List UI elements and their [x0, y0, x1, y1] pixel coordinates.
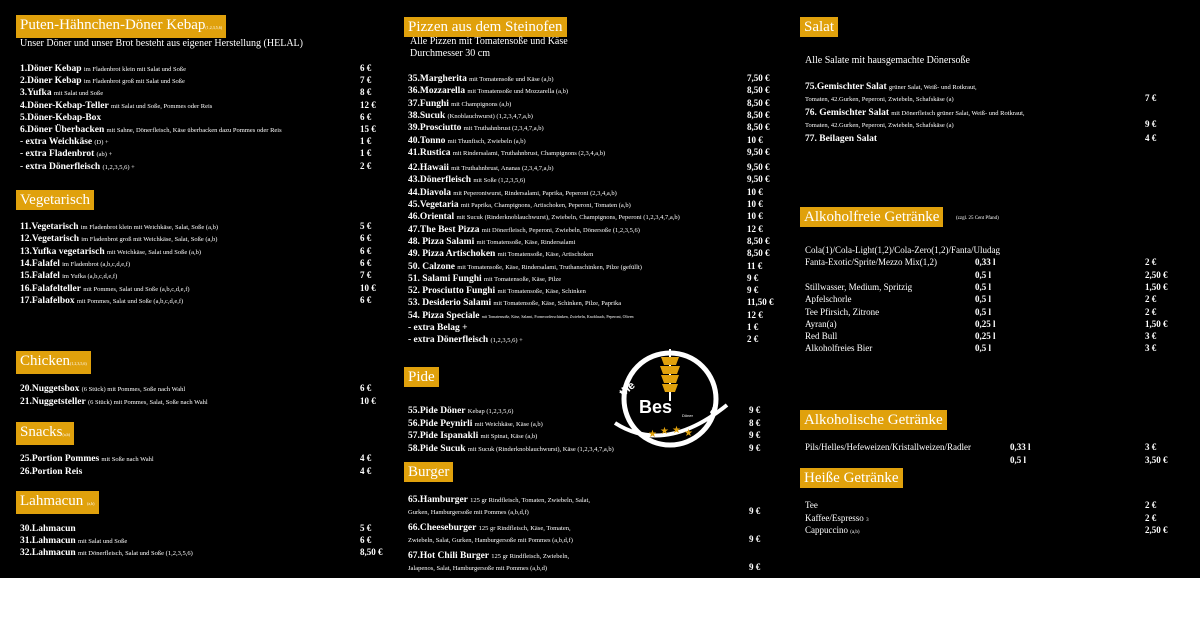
menu-item-description: mit Spinat, Käse (a,b) — [480, 433, 538, 440]
menu-item-description: mit Truthahnbrust (2,3,4,7,a,b) — [463, 125, 544, 133]
menu-item-price: 8,50 € — [747, 97, 770, 108]
section-title: Burger — [408, 464, 450, 480]
menu-item-description: (D) + — [94, 139, 109, 147]
menu-item-name: 1.Döner Kebap — [20, 64, 82, 74]
menu-item-description: mit Tomatensoße, Käse, Rindersalami — [476, 238, 576, 246]
menu-item-name: 32.Lahmacun — [20, 548, 76, 558]
menu-item-price: 9 € — [749, 534, 761, 544]
menu-item-description: mit Truthahnbrust, Ananas (2,3,4,7,a,b) — [451, 165, 554, 173]
menu-item-description: Tomaten, 42.Gurken, Peperoni, Zwiebeln, Schafskäse (a) — [805, 122, 954, 129]
drink-tag: (a,b) — [850, 530, 860, 535]
menu-item-price: 5 € — [360, 221, 372, 231]
menu-item-name: 4.Döner-Kebap-Teller — [20, 100, 109, 111]
menu-item-name: - extra Dönerfleisch — [20, 161, 101, 172]
menu-item-description: (Knoblauchwurst) (1,2,3,4,7,a,b) — [447, 112, 533, 120]
menu-item-name: 6.Döner Überbacken — [20, 125, 105, 135]
menu-item-description: mit Salat und Soße, Pommes oder Reis — [111, 102, 213, 110]
section-header-hot — [800, 468, 903, 488]
drink-size: 0,5 l — [975, 269, 992, 280]
drink-name: Red Bull — [805, 331, 838, 342]
menu-item-price: 12 € — [360, 99, 376, 110]
menu-item-name: 26.Portion Reis — [20, 466, 83, 477]
menu-item-price: 10 € — [747, 211, 763, 222]
section-title: Lahmacun — [20, 493, 84, 509]
menu-item-name: 35.Margherita — [408, 74, 467, 84]
menu-item-description-cont — [805, 92, 954, 106]
menu-item-description: im Fladenbrot (a,b,c,d,e,f) — [62, 260, 131, 268]
drink-name: Tee — [805, 500, 818, 510]
menu-item-name: 46.Oriental — [408, 212, 455, 223]
menu-item-name: 36.Mozzarella — [408, 86, 466, 97]
menu-item-name: 12.Vegetarisch — [20, 234, 80, 245]
salat-intro: Alle Salate mit hausgemachte Dönersoße — [805, 55, 970, 66]
menu-item-price: 8,50 € — [747, 248, 770, 259]
menu-item-description: mit Tomatensoße, Käse, Artischoken — [497, 251, 594, 259]
menu-item-price: 1 € — [747, 322, 759, 332]
menu-item-name: 51. Salami Funghi — [408, 273, 482, 284]
menu-item-name: 20.Nuggetsbox — [20, 384, 80, 394]
menu-item-price: 8,50 € — [747, 85, 770, 96]
menu-item-price: 6 € — [360, 257, 372, 268]
section-header-salat — [800, 17, 838, 37]
menu-item-price: 8,50 € — [360, 547, 383, 557]
menu-item-description: 125 gr Rindfleisch, Tomaten, Zwiebeln, Salat, — [470, 497, 590, 504]
menu-item-price: 9 € — [747, 272, 759, 283]
menu-item-price: 4 € — [360, 465, 372, 476]
drink-price: 2 € — [1145, 512, 1157, 523]
menu-item-name: 25.Portion Pommes — [20, 454, 100, 464]
menu-item-name: 16.Falafelteller — [20, 283, 81, 294]
menu-item-name: 75.Gemischter Salat — [805, 82, 887, 92]
menu-item — [20, 160, 135, 174]
menu-item — [408, 146, 605, 160]
drink-name: Pils/Helles/Hefeweizen/Kristallweizen/Radler — [805, 442, 971, 452]
menu-item-name: 21.Nuggetsteller — [20, 396, 86, 407]
menu-item-description: im Fladenbrot klein mit Weichkäse, Salat, Soße (a,b) — [80, 224, 219, 231]
menu-item-price: 9 € — [749, 405, 761, 415]
menu-item-name: 49. Pizza Artischoken — [408, 249, 496, 260]
menu-item-price: 5 € — [360, 523, 372, 533]
menu-item-price: 6 € — [360, 294, 372, 305]
menu-item-price: 9,50 € — [747, 174, 770, 185]
menu-item-description: mit Pommes, Salat und Soße (a,b,c,d,e,f) — [76, 297, 184, 305]
menu-item-price: 10 € — [360, 395, 376, 406]
drink-price: 1,50 € — [1145, 281, 1168, 292]
menu-item-description: im Fladenbrot klein mit Salat und Soße — [83, 66, 187, 73]
menu-item-price: 9 € — [749, 562, 761, 572]
menu-item-price: 1 € — [360, 136, 372, 147]
menu-item-description: mit Tomatensoße, Käse, Schinken — [497, 288, 586, 296]
section-title-tag: (a,b) — [87, 501, 95, 506]
menu-item-description: Kebap (1,2,3,5,6) — [467, 408, 514, 415]
menu-item-description: 125 gr Rindfleisch, Käse, Tomaten, — [478, 525, 571, 532]
menu-item-description: mit Tomatensoße, Käse, Schinken, Pilze, Paprika — [493, 300, 622, 308]
pizza-intro-1: Alle Pizzen mit Tomatensoße und Käse — [410, 36, 568, 47]
menu-item-description: 125 gr Rindfleisch, Zwiebeln, — [491, 553, 570, 560]
drink-price: 3 € — [1145, 343, 1157, 354]
section-title: Snacks — [20, 424, 63, 440]
menu-item-description: mit Soße nach Wahl — [101, 456, 154, 463]
menu-item-price: 9 € — [749, 430, 761, 440]
svg-text:★: ★ — [672, 425, 681, 436]
drink-size: 0,33 l — [975, 257, 996, 268]
section-title: Pizzen aus dem Steinofen — [408, 19, 563, 35]
menu-item-price: 6 € — [360, 63, 372, 73]
drink-price: 3,50 € — [1145, 454, 1168, 465]
drink-size: 0,25 l — [975, 331, 996, 342]
menu-item-price: 4 € — [1145, 133, 1157, 143]
menu-item-description: im Yufka (a,b,c,d,e,f) — [62, 273, 118, 281]
menu-item-price: 9 € — [749, 506, 761, 516]
menu-item-name: 41.Rustica — [408, 147, 451, 158]
menu-item-name: 30.Lahmacun — [20, 524, 76, 534]
section-title: Alkoholfreie Getränke — [804, 209, 940, 225]
menu-item-name: - extra Weichkäse — [20, 137, 93, 148]
menu-item-description: mit Thunfisch, Zwiebeln (a,b) — [447, 137, 526, 145]
drink-name: Apfelschorle — [805, 294, 852, 305]
menu-item-price: 8,50 € — [747, 109, 770, 120]
menu-item-name: 66.Cheeseburger — [408, 523, 477, 533]
section-header-vegetarisch — [16, 190, 94, 210]
section-title: Pide — [408, 369, 435, 385]
section-title-tag: (a,b) — [62, 432, 70, 437]
menu-item-description: (ab) + — [96, 151, 113, 159]
drink-name: Fanta-Exotic/Sprite/Mezzo Mix(1,2) — [805, 257, 937, 268]
drink-price: 2,50 € — [1145, 269, 1168, 280]
menu-item — [20, 546, 193, 560]
drink-price: 3 € — [1145, 442, 1157, 452]
menu-item-price: 6 € — [360, 535, 372, 545]
section-header-pizza — [404, 17, 567, 37]
drink-name: Stillwasser, Medium, Spritzig — [805, 281, 913, 292]
menu-item-description: mit Champignons (a,b) — [451, 100, 512, 108]
section-title: Salat — [804, 19, 834, 35]
menu-item-description: mit Sahne, Dönerfleisch, Käse überbacken dazu Pommes oder Reis — [106, 127, 282, 134]
drink-price: 2 € — [1145, 257, 1157, 268]
drink-size: 0,25 l — [975, 318, 996, 329]
menu-item-price: 2 € — [747, 334, 759, 345]
menu-item — [20, 395, 208, 409]
menu-item — [20, 294, 183, 308]
menu-item-description: mit Weichkäse, Käse (a,b) — [474, 420, 543, 428]
logo-text-t: t — [707, 404, 718, 417]
menu-item-description-cont — [408, 533, 573, 547]
menu-item-name: 52. Prosciutto Funghi — [408, 286, 496, 297]
drink-size: 0,5 l — [975, 294, 992, 305]
drink-size: 0,5 l — [975, 281, 992, 292]
menu-item-description: mit Tomatensoße und Mozzarella (a,b) — [467, 88, 569, 96]
section-title: Alkoholische Getränke — [804, 412, 943, 428]
menu-item-name: 55.Pide Döner — [408, 406, 466, 416]
section-title-tag: (1,2,3,5,6) — [205, 25, 223, 30]
menu-item-description-cont — [408, 505, 529, 519]
section-header-pide — [404, 367, 439, 387]
menu-item-description: mit Weichkäse, Salat und Soße (a,b) — [106, 248, 202, 256]
menu-item-name: 56.Pide Peynirli — [408, 418, 473, 429]
menu-item-price: 9,50 € — [747, 146, 770, 157]
menu-item-description: mit Sucuk (Rinderknoblauchwurst), Käse (1,2,3,4,7,a,b) — [467, 445, 614, 453]
svg-text:★: ★ — [684, 428, 693, 439]
section-title: Chicken — [20, 353, 70, 369]
menu-item-name: 43.Dönerfleisch — [408, 175, 472, 186]
menu-item-name: 11.Vegetarisch — [20, 222, 79, 232]
drink-price: 1,50 € — [1145, 318, 1168, 329]
menu-item-description: mit Soße (1,2,3,5,6) — [473, 177, 526, 185]
menu-item-price: 8 € — [749, 417, 761, 428]
menu-item-name: 42.Hawaii — [408, 163, 449, 174]
menu-item-name: 54. Pizza Speciale — [408, 310, 480, 321]
menu-item-name: 48. Pizza Salami — [408, 236, 475, 247]
menu-item-name: - extra Fladenbrot — [20, 149, 95, 160]
menu-item-price: 11,50 € — [747, 297, 774, 308]
section-title: Puten-Hähnchen-Döner Kebap — [20, 17, 206, 33]
softdrinks-deposit-note: (zzgl. 25 Cent Pfand) — [956, 216, 999, 221]
menu-item-description: (6 Stück) mit Pommes, Soße nach Wahl — [81, 386, 186, 393]
menu-item-price: 8,50 € — [747, 235, 770, 246]
menu-item-name: 65.Hamburger — [408, 495, 468, 505]
drink-price: 2 € — [1145, 306, 1157, 317]
drink-name: Cappuccino — [805, 525, 848, 535]
menu-item-description: Tomaten, 42.Gurken, Peperoni, Zwiebeln, Schafskäse (a) — [805, 96, 954, 103]
menu-item-description: mit Paprika, Champignons, Artischoken, Peperoni, Tomaten (a,b) — [460, 202, 631, 209]
menu-item — [20, 465, 82, 478]
menu-item-name: 53. Desiderio Salami — [408, 298, 492, 309]
drink-size: 0,5 l — [975, 306, 992, 317]
menu-item-price: 11 € — [747, 260, 763, 271]
drink-name: Alkoholfreies Bier — [805, 343, 873, 354]
menu-item-price: 15 € — [360, 124, 376, 134]
section-header-alcohol — [800, 410, 947, 430]
menu-item-name: - extra Belag + — [408, 323, 468, 333]
menu-item-price: 2 € — [360, 160, 372, 171]
menu-item-price: 6 € — [360, 233, 372, 244]
menu-item-price: 9,50 € — [747, 162, 770, 173]
menu-item-description: mit Tomatensoße, Käse, Salami, Formvorderschinken, Zwiebeln, Knoblauch, Peperoni, Oliven — [481, 313, 634, 319]
menu-item — [408, 442, 614, 456]
menu-item-price: 10 € — [747, 134, 763, 145]
menu-item-name: 2.Döner Kebap — [20, 76, 82, 87]
svg-text:★: ★ — [660, 426, 669, 437]
menu-item-price: 9 € — [749, 442, 761, 453]
menu-item-description-cont — [408, 561, 547, 575]
menu-item-description: (6 Stück) mit Pommes, Salat, Soße nach Wahl — [87, 398, 208, 406]
menu-item-price: 10 € — [747, 186, 763, 197]
menu-item-name: 50. Calzone — [408, 261, 455, 272]
drink-size: 0,5 l — [975, 343, 992, 354]
menu-item-name: 17.Falafelbox — [20, 295, 75, 306]
menu-item-name: 38.Sucuk — [408, 110, 446, 121]
menu-item-description: mit Dönerfleisch, Peperoni, Zwiebeln, Dönersoße (1,2,3,5,6) — [481, 226, 640, 234]
menu-item-description-cont — [805, 118, 954, 132]
menu-item-price: 7 € — [1145, 93, 1157, 103]
drink-name: Ayran(a) — [805, 318, 837, 329]
menu-item — [20, 111, 101, 124]
menu-item-price: 7 € — [360, 270, 372, 281]
section-header-lahmacun — [16, 491, 99, 514]
logo-text-best: Bes — [639, 397, 673, 417]
menu-item — [408, 321, 468, 334]
menu-item-name: 45.Vegetaria — [408, 200, 459, 210]
menu-item-name: 67.Hot Chili Burger — [408, 551, 490, 561]
drink-price: 2 € — [1145, 500, 1157, 510]
menu-item — [408, 333, 523, 347]
menu-item-description: mit Dönerfleisch grüner Salat, Weiß- und Rotkraut, — [891, 110, 1025, 117]
menu-item-price: 4 € — [360, 453, 372, 463]
menu-item-price: 9 € — [747, 285, 759, 296]
menu-item-name: 58.Pide Sucuk — [408, 443, 466, 454]
section-header-chicken — [16, 351, 91, 374]
section-header-burger — [404, 462, 453, 482]
menu-item-price: 7 € — [360, 75, 372, 86]
menu-item-description: grüner Salat, Weiß- und Rotkraut, — [888, 84, 977, 91]
menu-item-description: (1,2,3,5,6) + — [102, 163, 135, 171]
menu-item-price: 10 € — [360, 282, 376, 293]
menu-item-name: 39.Prosciutto — [408, 123, 462, 134]
menu-item-price: 6 € — [360, 111, 372, 122]
menu-item-name: 77. Beilagen Salat — [805, 134, 878, 144]
menu-item-price: 12 € — [747, 223, 763, 234]
menu-item-description: Zwiebeln, Salat, Gurken, Hamburgersoße mit Pommes (a,b,d,f) — [408, 537, 573, 544]
menu-item-description: (1,2,3,5,6) + — [490, 337, 523, 345]
drink-name: Kaffee/Espresso — [805, 512, 864, 523]
menu-item-description: mit Tomatensoße, Käse, Pilze — [483, 275, 562, 283]
menu-item-name: 57.Pide Ispanakli — [408, 431, 479, 441]
section-header-snacks — [16, 422, 74, 445]
menu-item-description: mit Peperoniwurst, Rindersalami, Paprika, Peperoni (2,3,4,a,b) — [453, 189, 617, 197]
doner-intro: Unser Döner und unser Brot besteht aus eigener Herstellung (HELAL) — [20, 38, 303, 49]
drink-price: 2 € — [1145, 294, 1157, 305]
menu-item-description: im Fladenbrot groß mit Weichkäse, Salat, Soße (a,b) — [81, 236, 218, 244]
drink-size: 0,33 l — [1010, 442, 1031, 452]
menu-item-description: im Fladenbrot groß mit Salat und Soße — [83, 78, 185, 86]
menu-item-description: mit Salat und Soße — [53, 90, 104, 98]
menu-item-description: mit Salat und Soße — [77, 538, 128, 545]
drink-size: 0,5 l — [1010, 454, 1027, 465]
menu-item-description: Jalapenos, Salat, Hamburgersoße mit Pommes (a,b,d) — [408, 565, 548, 572]
drink-item — [805, 499, 818, 511]
menu-item-price: 8,50 € — [747, 122, 770, 133]
menu-item-description: mit Tomatensoße, Käse, Rindersalami, Truthanschinken, Pilze (gefüllt) — [457, 263, 642, 271]
drink-name: Cola(1)/Cola-Light(1,2)/Cola-Zero(1,2)/Fanta/Uludag — [805, 245, 1000, 255]
menu-item-description: mit Pommes, Salat und Soße (a,b,c,d,e,f) — [83, 285, 190, 293]
drink-name: Tee Pfirsich, Zitrone — [805, 306, 880, 317]
menu-item-name: 76. Gemischter Salat — [805, 108, 889, 118]
menu-item-name: 47.The Best Pizza — [408, 224, 480, 235]
section-header-doner — [16, 15, 226, 38]
menu-item-price: 6 € — [360, 245, 372, 256]
menu-item-description: mit Tomatensoße und Käse (a,b) — [469, 76, 554, 83]
menu-item-name: 15.Falafel — [20, 271, 60, 282]
menu-item-price: 12 € — [747, 309, 763, 320]
menu-item-price: 8 € — [360, 87, 372, 98]
menu-item-name: 14.Falafel — [20, 258, 60, 269]
menu-item-name: 3.Yufka — [20, 88, 52, 99]
menu-item-name: 5.Döner-Kebap-Box — [20, 112, 102, 123]
menu-item-price: 7,50 € — [747, 73, 770, 83]
logo-text-doner: Döner — [682, 413, 693, 418]
svg-text:★: ★ — [648, 429, 657, 440]
the-best-doner-logo — [605, 343, 735, 455]
drink-price: 2,50 € — [1145, 525, 1168, 535]
pizza-intro-2: Durchmesser 30 cm — [410, 48, 490, 59]
section-title: Vegetarisch — [20, 192, 90, 208]
menu-item-name: 37.Funghi — [408, 98, 449, 109]
menu-item-description: mit Sucuk (Rinderknoblauchwurst), Zwiebeln, Champignons, Peperoni (1,2,3,4,7,a,b) — [456, 214, 680, 222]
menu-item-name: 44.Diavola — [408, 187, 452, 198]
menu-item-description: Gurken, Hamburgersoße mit Pommes (a,b,d,f) — [408, 509, 529, 516]
menu-item-price: 6 € — [360, 383, 372, 393]
menu-item-description: mit Dönerfleisch, Salat und Soße (1,2,3,5,6) — [77, 550, 193, 557]
drink-tag: 3 — [866, 517, 869, 523]
logo-text-the: the — [617, 379, 638, 400]
menu-item-name: 13.Yufka vegetarisch — [20, 246, 105, 257]
menu-item — [805, 132, 877, 145]
menu-item-price: 9 € — [1145, 119, 1157, 129]
menu-item-price: 1 € — [360, 148, 372, 159]
section-title: Heiße Getränke — [804, 470, 899, 486]
section-header-softdrinks — [800, 207, 943, 227]
menu-item-name: - extra Dönerfleisch — [408, 335, 489, 346]
menu-item-price: 10 € — [747, 199, 763, 209]
drink-item — [805, 524, 860, 539]
menu-item-name: 40.Tonno — [408, 135, 446, 146]
menu-item-description: mit Rindersalami, Truthahnbrust, Champignons (2,3,4,a,b) — [452, 149, 606, 157]
menu-item-name: 31.Lahmacun — [20, 536, 76, 546]
section-title-tag: (1,2,3,5,6) — [70, 361, 87, 366]
drink-price: 3 € — [1145, 331, 1157, 342]
